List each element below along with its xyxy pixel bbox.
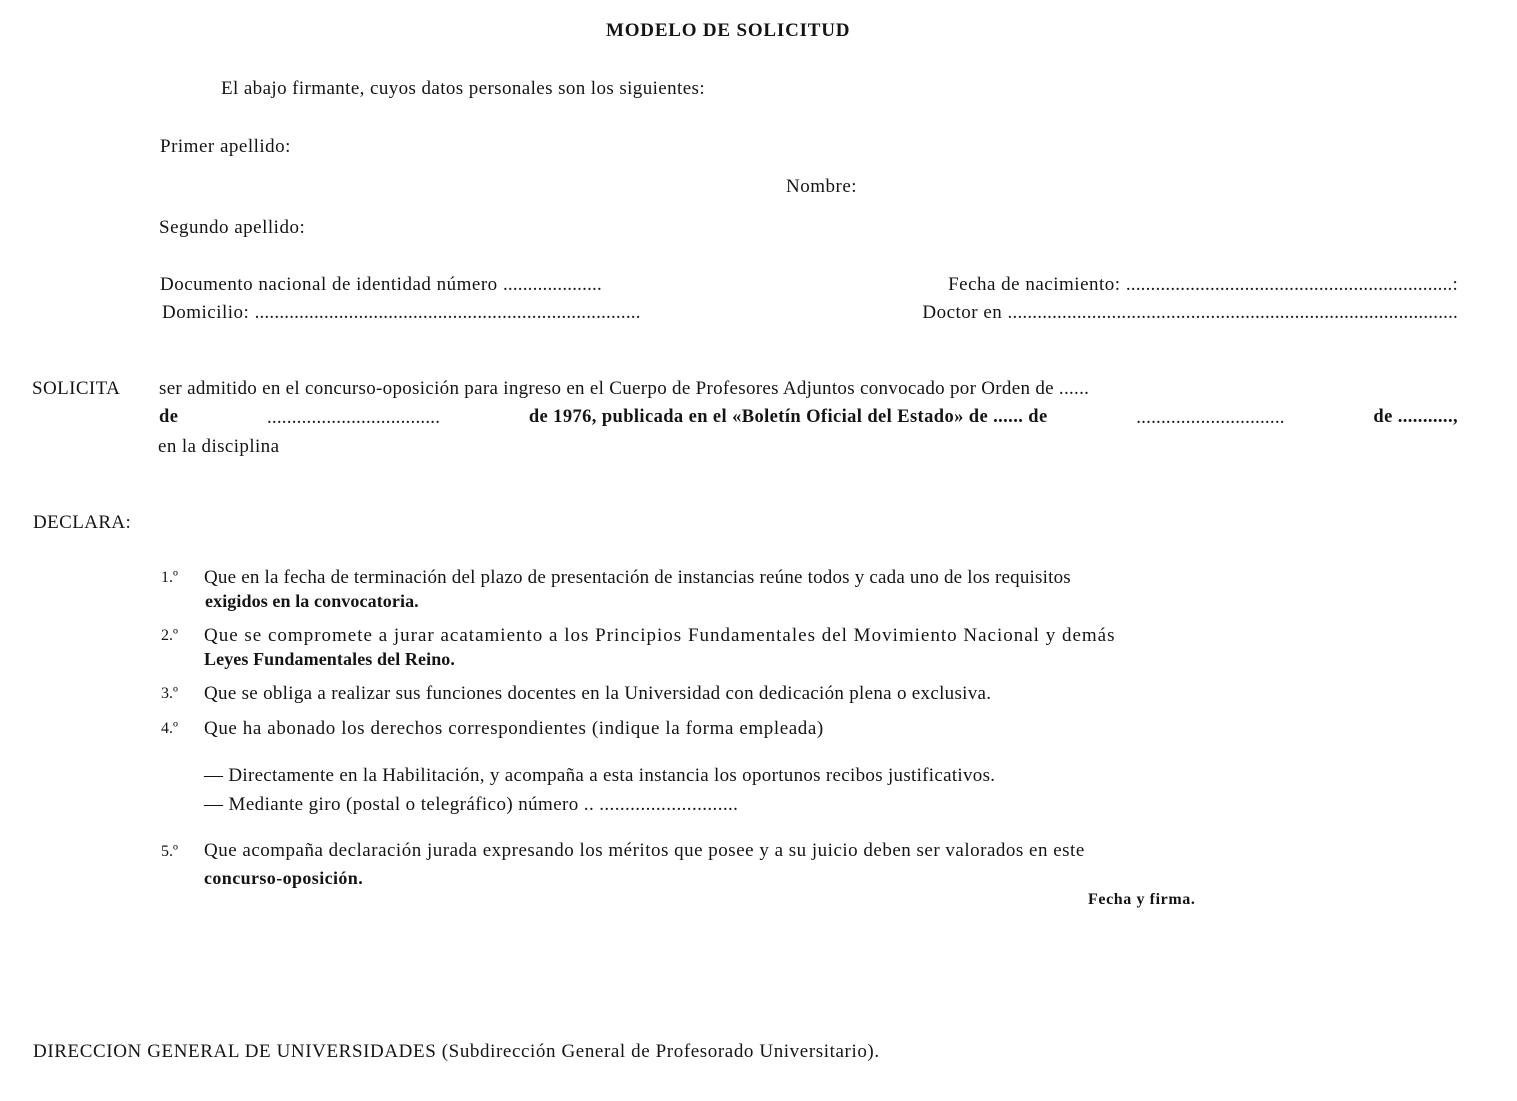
solicita-de-1: de [159, 407, 179, 427]
footer-subdireccion: (Subdirección General de Profesorado Universitario). [441, 1041, 880, 1062]
solicita-dots-1: ................................... [266, 407, 441, 428]
forma-pago-giro: — Mediante giro (postal o telegráfico) número .. ........................... [204, 794, 739, 815]
declara-item-2-number: 2.º [161, 627, 178, 644]
fecha-nacimiento-label: Fecha de nacimiento: [948, 274, 1121, 295]
forma-pago-directamente: — Directamente en la Habilitación, y acompaña a esta instancia los oportunos recibos justificativos. [204, 765, 996, 786]
dni-fecha-row [160, 274, 1458, 296]
declara-item-3-line-1: Que se obliga a realizar sus funciones docentes en la Universidad con dedicación plena o exclusiva. [204, 683, 992, 704]
declara-item-4-number: 4.º [161, 720, 178, 737]
declara-item-2-line-2: Leyes Fundamentales del Reino. [204, 649, 456, 669]
declara-item-5-line-2: concurso-oposición. [204, 868, 364, 888]
solicita-dots-2: .............................. [1136, 407, 1285, 428]
declara-item-1-line-2: exigidos en la convocatoria. [205, 591, 419, 611]
solicita-line-1: ser admitido en el concurso-oposición para ingreso en el Cuerpo de Profesores Adjuntos convocado por Orden de ...... [159, 378, 1090, 399]
declara-item-2-line-1: Que se compromete a jurar acatamiento a los Principios Fundamentales del Movimiento Nacional y demás [204, 625, 1116, 646]
intro-text: El abajo firmante, cuyos datos personales son los siguientes: [221, 78, 705, 99]
declara-item-4-line-1: Que ha abonado los derechos correspondientes (indique la forma empleada) [204, 718, 824, 739]
solicita-fecha-boe: de 1976, publicada en el «Boletín Oficial del Estado» de ...... de [528, 407, 1048, 427]
dni-dots: .................... [502, 274, 602, 295]
footer-address [33, 1041, 880, 1063]
footer-direccion-general: DIRECCION GENERAL DE UNIVERSIDADES [33, 1041, 437, 1062]
declara-label: DECLARA: [33, 512, 132, 533]
fecha-nacimiento-dots: ..................................................................: [1125, 274, 1458, 295]
doctor-dots: ........................................................................................... [1007, 302, 1458, 323]
domicilio-label: Domicilio: [162, 302, 250, 323]
fecha-y-firma: Fecha y firma. [1088, 891, 1196, 908]
solicita-line-2 [159, 407, 1458, 429]
declara-item-3-number: 3.º [161, 685, 178, 702]
declara-item-5-number: 5.º [161, 843, 178, 860]
segundo-apellido-label: Segundo apellido: [159, 217, 306, 238]
domicilio-doctor-row [162, 302, 1458, 324]
nombre-label: Nombre: [786, 176, 858, 197]
doctor-label: Doctor en [922, 302, 1003, 323]
dni-label: Documento nacional de identidad número [160, 274, 498, 295]
declara-item-1-line-1: Que en la fecha de terminación del plazo de presentación de instancias reúne todos y cada uno de los requisitos [204, 567, 1071, 588]
solicita-de-final: de ..........., [1373, 407, 1458, 427]
solicita-line-3: en la disciplina [158, 436, 280, 457]
domicilio-dots: .............................................................................. [254, 302, 641, 323]
document-title: MODELO DE SOLICITUD [606, 20, 851, 41]
declara-item-5-line-1: Que acompaña declaración jurada expresando los méritos que posee y a su juicio deben ser valorados en este [204, 840, 1085, 861]
declara-item-1-number: 1.º [161, 569, 178, 586]
solicita-label: SOLICITA [32, 378, 121, 399]
primer-apellido-label: Primer apellido: [160, 136, 291, 157]
